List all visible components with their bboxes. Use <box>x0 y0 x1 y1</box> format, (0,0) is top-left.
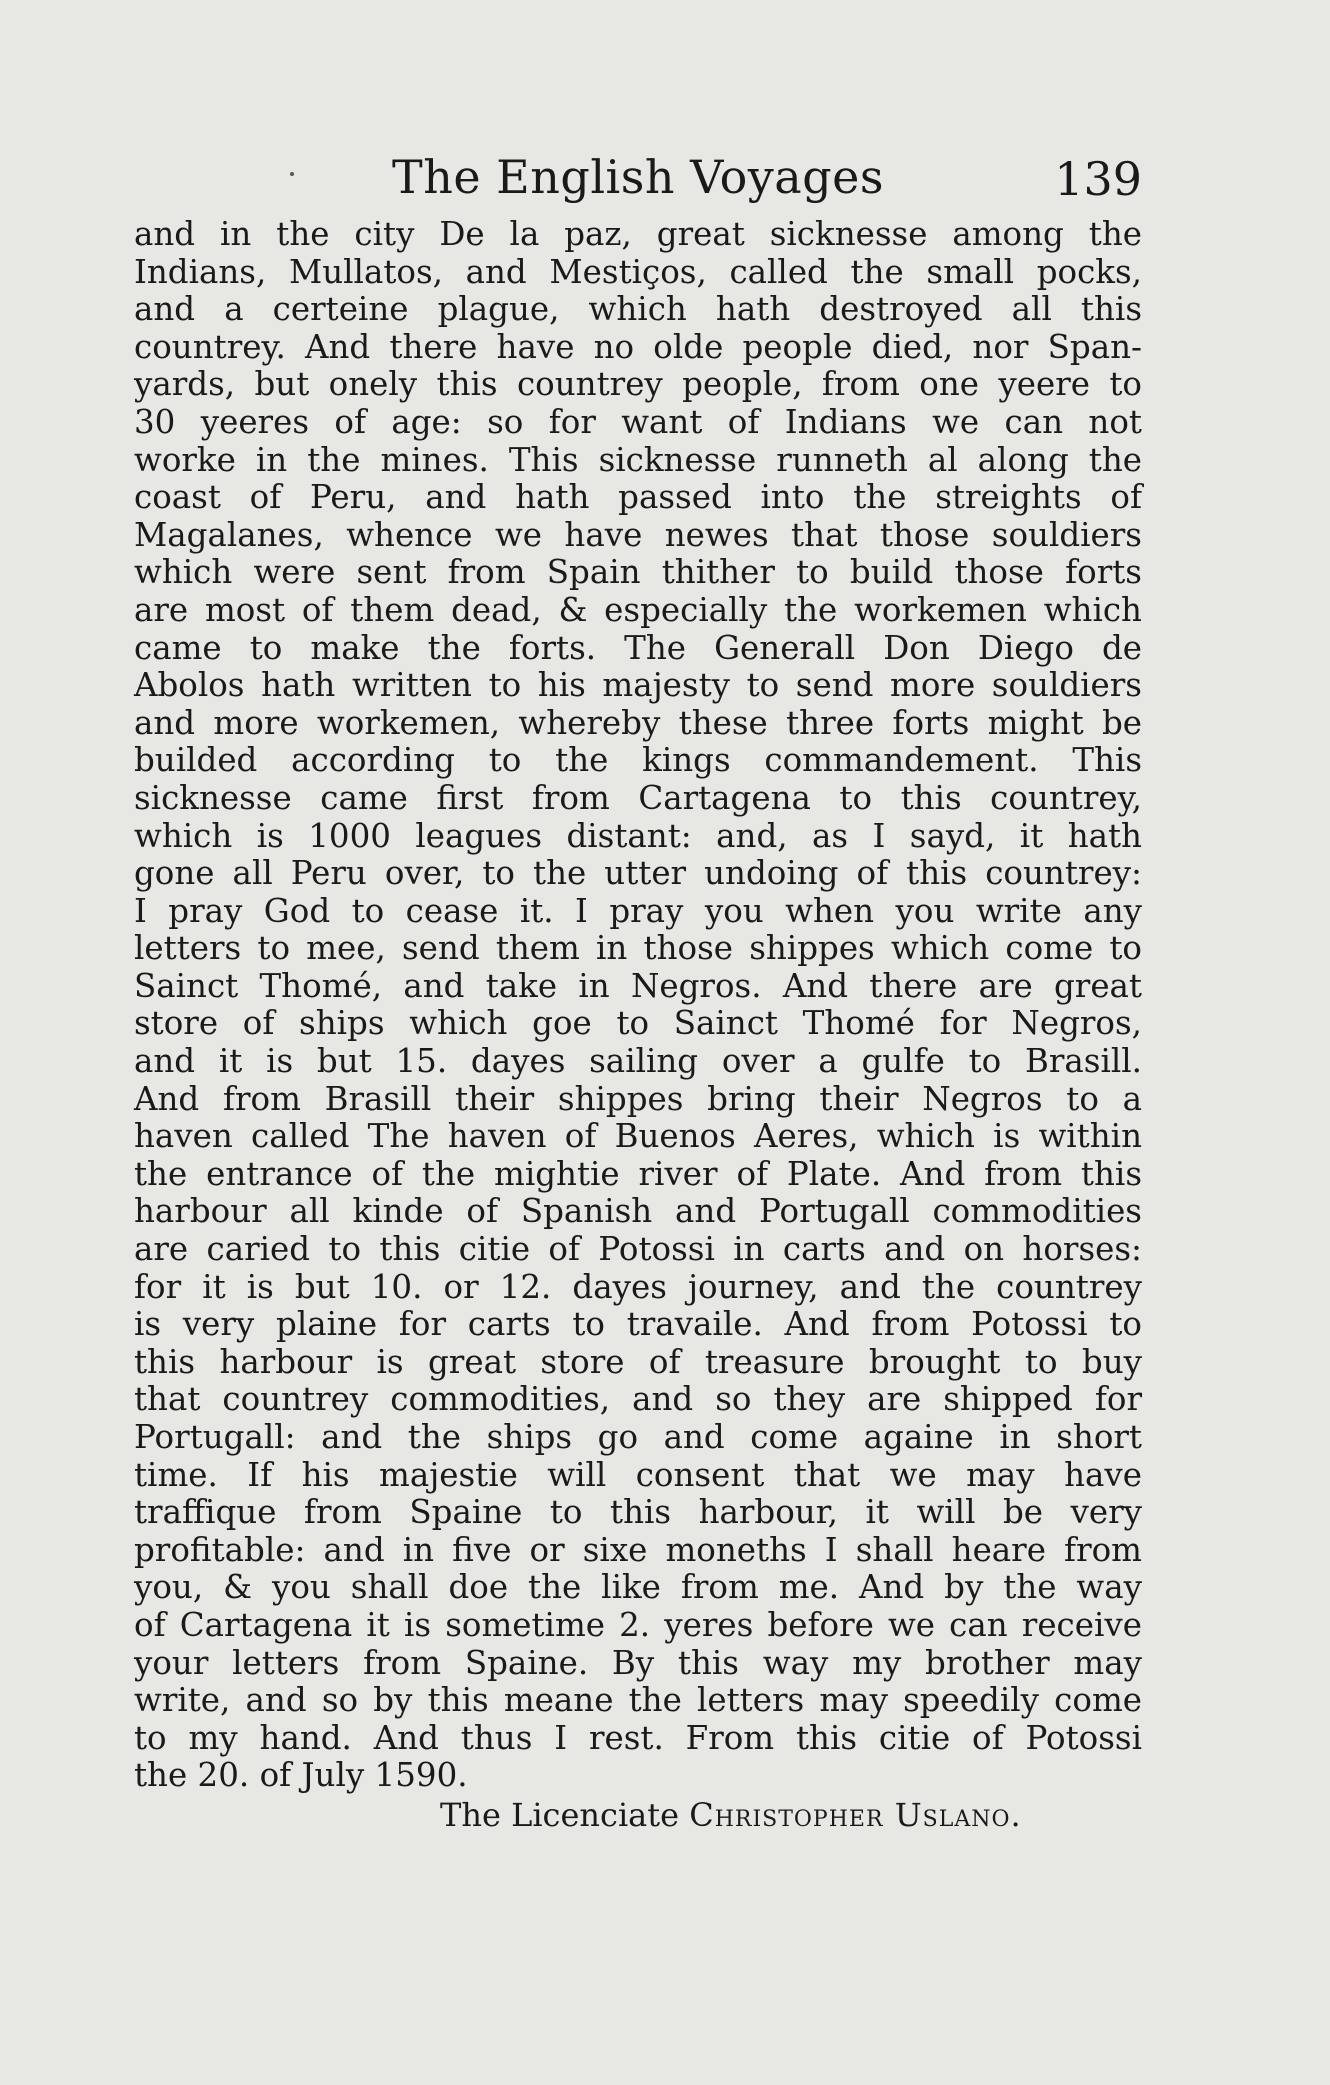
text-line: traffique from Spaine to this harbour, it will be very <box>134 1493 1142 1532</box>
text-line: your letters from Spaine. By this way my brother may <box>134 1643 1142 1682</box>
text-line: which were sent from Spain thither to build those forts <box>134 553 1142 592</box>
text-line: builded according to the kings commandement. This <box>134 741 1142 780</box>
text-line: worke in the mines. This sicknesse runneth al along the <box>134 440 1142 479</box>
text-line: store of ships which goe to Sainct Thomé for Negros, <box>134 1004 1142 1043</box>
running-title: The English Voyages <box>392 150 884 204</box>
text-line: countrey. And there have no olde people died, nor Span- <box>134 327 1142 366</box>
text-line: and it is but 15. dayes sailing over a gulfe to Brasill. <box>134 1042 1142 1081</box>
text-line: are most of them dead, & especially the workemen which <box>134 590 1142 629</box>
signature-prefix: The Licenciate <box>440 1796 680 1834</box>
text-line: 30 yeeres of age: so for want of Indians we can not <box>134 402 1142 441</box>
text-line: the entrance of the mightie river of Plate. And from this <box>134 1154 1142 1193</box>
text-line: you, & you shall doe the like from me. And by the way <box>134 1568 1142 1607</box>
text-line: harbour all kinde of Spanish and Portugall commodities <box>134 1192 1142 1231</box>
text-line: Portugall: and the ships go and come againe in short <box>134 1418 1142 1456</box>
page-number: 139 <box>1054 152 1142 206</box>
page-header <box>134 140 1142 210</box>
text-line: write, and so by this meane the letters may speedily come <box>134 1681 1142 1720</box>
text-line: which is 1000 leagues distant: and, as I sayd, it hath <box>134 816 1142 855</box>
text-line: this harbour is great store of treasure brought to buy <box>134 1342 1142 1381</box>
signature <box>440 1796 1022 1834</box>
text-line: of Cartagena it is sometime 2. yeres before we can receive <box>134 1605 1142 1644</box>
text-line: to my hand. And thus I rest. From this citie of Potossi <box>134 1718 1142 1757</box>
text-line: haven called The haven of Buenos Aeres, which is within <box>134 1117 1142 1156</box>
text-line: sicknesse came first from Cartagena to this countrey, <box>134 778 1142 817</box>
text-line: letters to mee, send them in those shippes which come to <box>134 929 1142 968</box>
text-line: time. If his majestie will consent that we may have <box>134 1455 1142 1494</box>
text-line: gone all Peru over, to the utter undoing of this countrey: <box>134 854 1142 893</box>
letter-body <box>134 216 1142 1795</box>
text-line: and in the city De la paz, great sicknesse among the <box>134 215 1142 253</box>
text-line: coast of Peru, and hath passed into the streights of <box>134 478 1142 517</box>
text-line: came to make the forts. The Generall Don Diego de <box>134 628 1142 667</box>
text-line: yards, but onely this countrey people, from one yeere to <box>134 365 1142 404</box>
text-line: the 20. of July 1590. <box>134 1756 468 1795</box>
text-line: And from Brasill their shippes bring their Negros to a <box>134 1079 1142 1118</box>
text-line: Abolos hath written to his majesty to send more souldiers <box>134 666 1142 705</box>
text-line: that countrey commodities, and so they are shipped for <box>134 1380 1142 1419</box>
text-line: and more workemen, whereby these three forts might be <box>134 703 1142 742</box>
signature-name: Christopher Uslano. <box>689 1796 1022 1834</box>
text-line: Magalanes, whence we have newes that those souldiers <box>134 515 1142 554</box>
text-line: profitable: and in five or sixe moneths I shall heare from <box>134 1530 1142 1569</box>
text-line: are caried to this citie of Potossi in carts and on horses: <box>134 1230 1142 1269</box>
text-line: Sainct Thomé, and take in Negros. And there are great <box>134 966 1142 1005</box>
text-line: is very plaine for carts to travaile. And from Potossi to <box>134 1305 1142 1344</box>
text-line: for it is but 10. or 12. dayes journey, and the countrey <box>134 1267 1142 1306</box>
text-line: Indians, Mullatos, and Mestiços, called the small pocks, <box>134 252 1142 291</box>
text-line: I pray God to cease it. I pray you when you write any <box>134 891 1142 930</box>
text-line: and a certeine plague, which hath destroyed all this <box>134 290 1142 329</box>
